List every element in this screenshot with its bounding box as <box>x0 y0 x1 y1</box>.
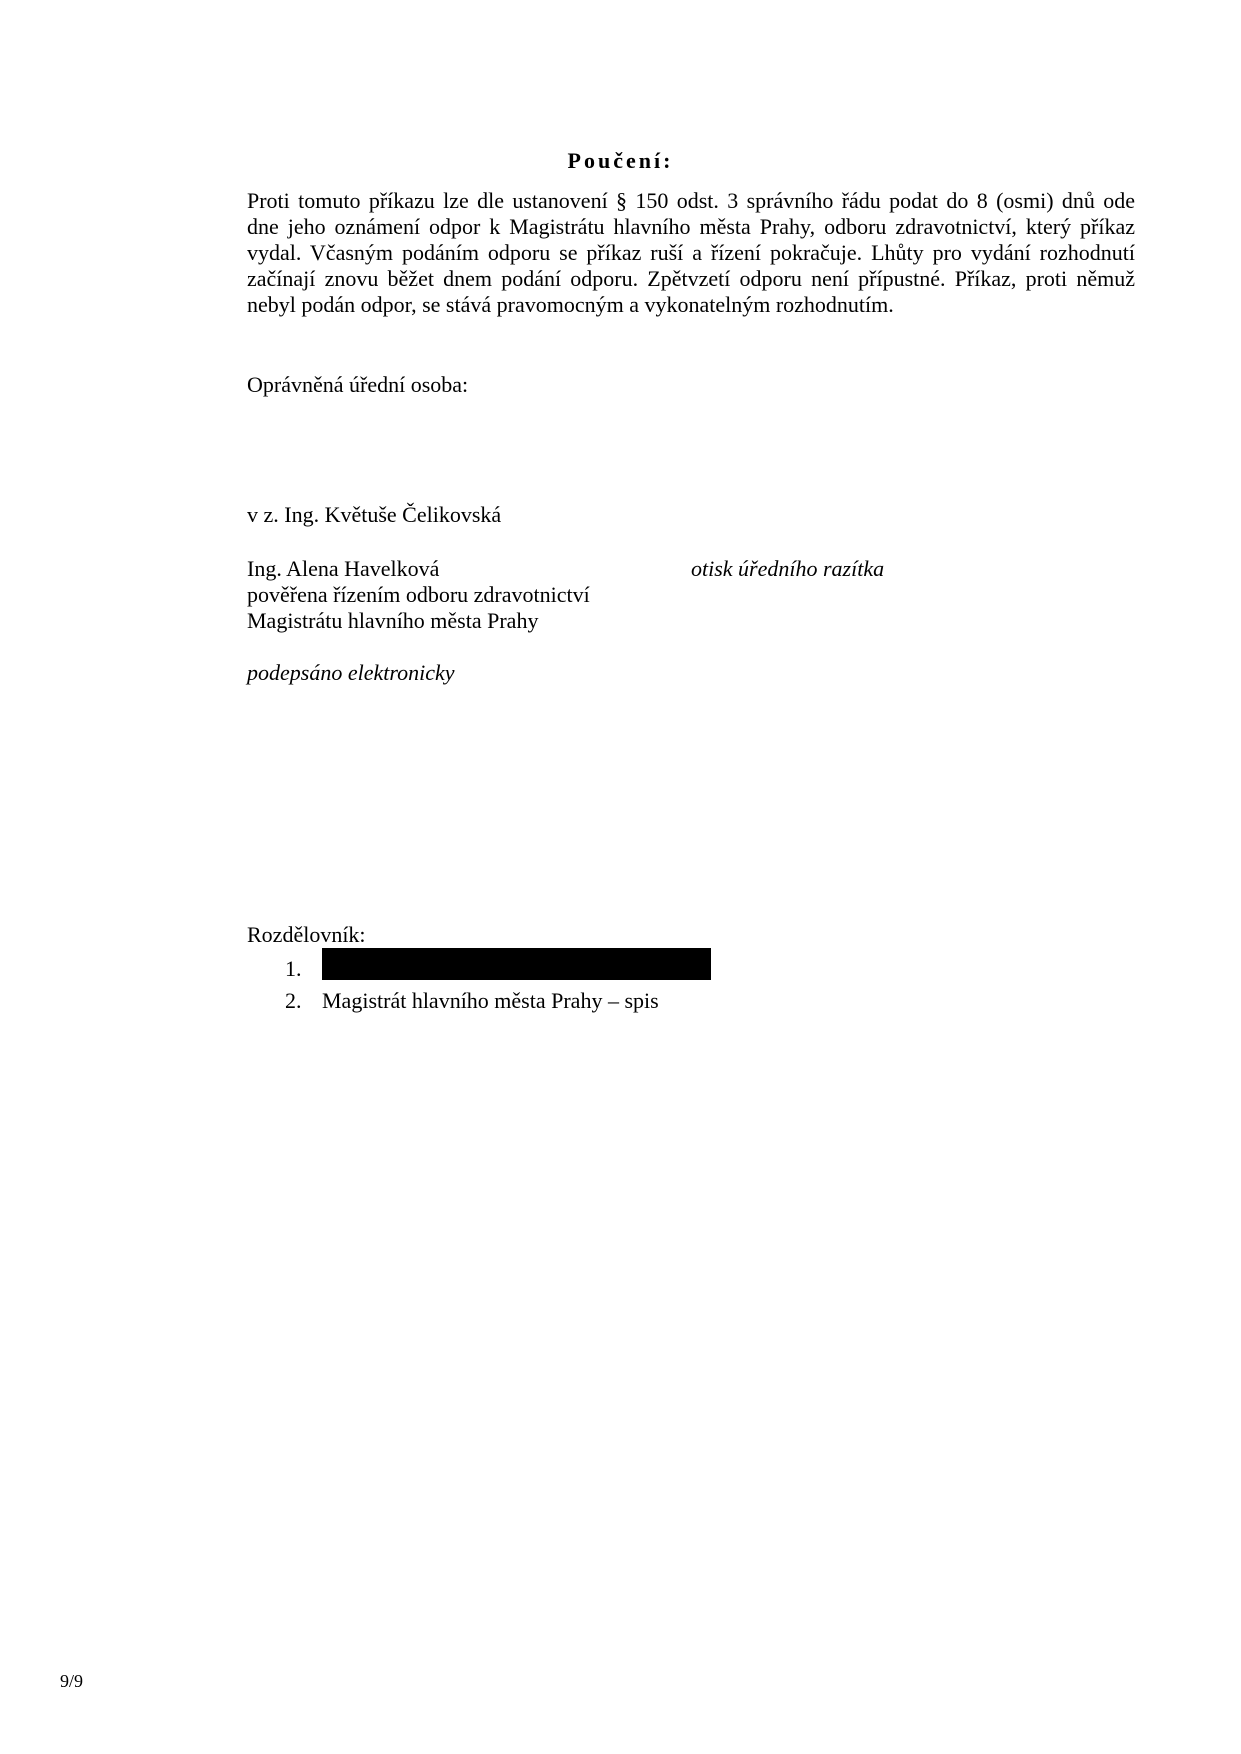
instruction-line: nebyl podán odpor, se stává pravomocným a vykonatelným rozhodnutím. <box>247 292 894 317</box>
on-behalf-signature: v z. Ing. Květuše Čelikovská <box>247 502 502 527</box>
authorized-person-label: Oprávněná úřední osoba: <box>247 372 469 397</box>
instruction-paragraph <box>247 188 1135 318</box>
signed-electronically-note: podepsáno elektronicky <box>247 660 455 685</box>
signatory-name: Ing. Alena Havelková <box>247 556 440 581</box>
instruction-line: Proti tomuto příkazu lze dle ustanovení § 150 odst. 3 správního řádu podat do 8 (osmi) dnů ode <box>247 188 1135 213</box>
list-item-number: 1. <box>285 956 302 981</box>
signatory-role: pověřena řízením odboru zdravotnictví <box>247 582 590 607</box>
redaction-block <box>322 948 711 980</box>
list-item-number: 2. <box>285 988 302 1013</box>
signatory-office: Magistrátu hlavního města Prahy <box>247 608 539 633</box>
page-number: 9/9 <box>60 1671 84 1691</box>
distribution-label: Rozdělovník: <box>247 922 366 947</box>
instruction-line: dne jeho oznámení odpor k Magistrátu hlavního města Prahy, odboru zdravotnictví, který příkaz <box>247 214 1135 239</box>
instruction-line: vydal. Včasným podáním odporu se příkaz ruší a řízení pokračuje. Lhůty pro vydání rozhodnutí <box>247 240 1135 265</box>
stamp-note: otisk úředního razítka <box>691 556 885 581</box>
instruction-heading: Poučení: <box>567 148 674 173</box>
instruction-line: začínají znovu běžet dnem podání odporu. Zpětvzetí odporu není přípustné. Příkaz, proti němuž <box>247 266 1135 291</box>
list-item-text: Magistrát hlavního města Prahy – spis <box>322 988 659 1013</box>
